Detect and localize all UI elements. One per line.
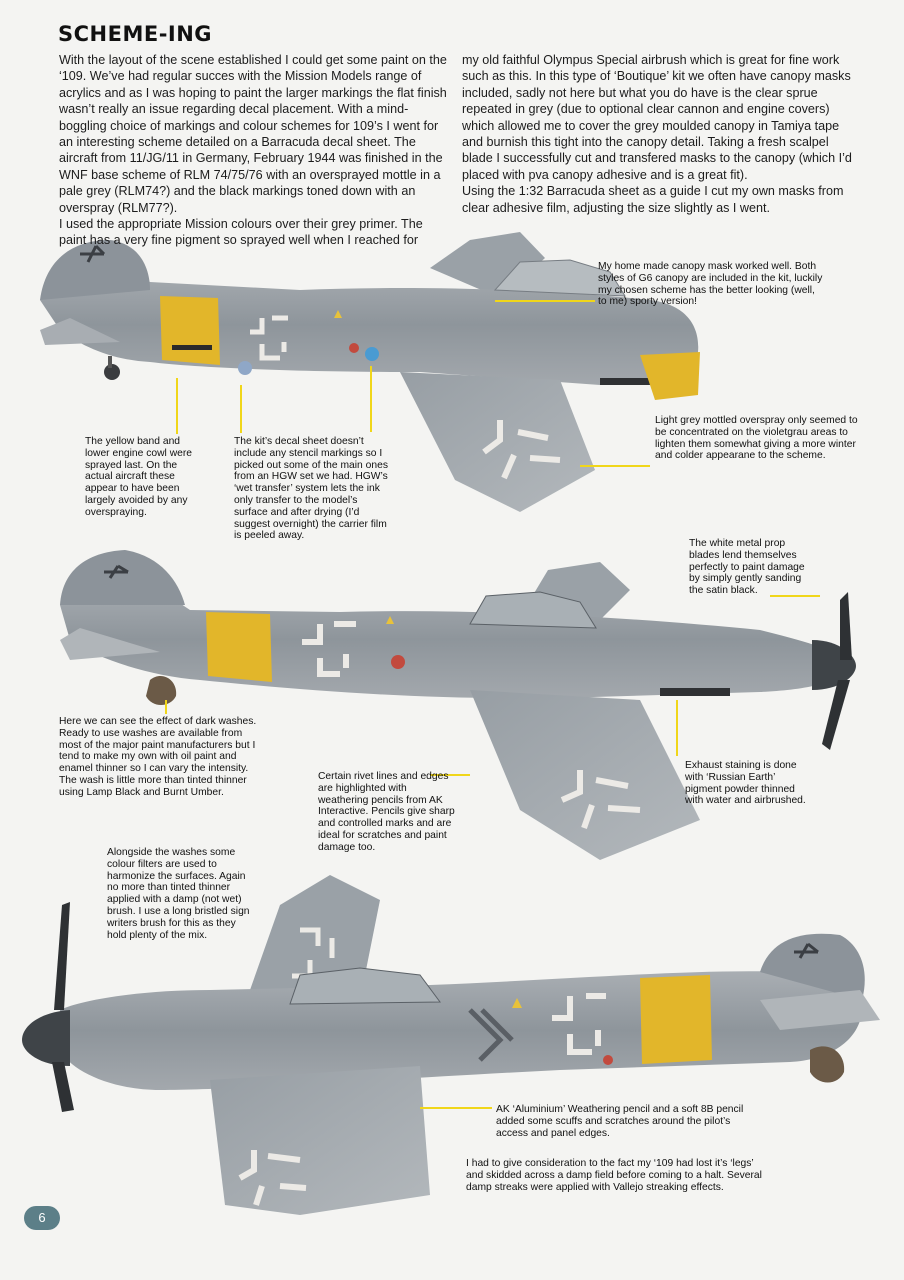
body-column-2 — [462, 52, 852, 216]
paragraph: Using the 1:32 Barracuda sheet as a guide I cut my own masks from clear adhesive film, adjusting the size slightly as I went. — [462, 184, 844, 215]
caption-aluminium: AK ‘Aluminium’ Weathering pencil and a soft 8B pencil added some scuffs and scratches around the pilot’s access and panel edges. — [496, 1104, 744, 1139]
leader-line-aluminium — [420, 1107, 492, 1109]
leader-line-decals-1 — [240, 385, 242, 433]
page-number: 6 — [24, 1206, 60, 1230]
leader-line-canopy — [495, 300, 595, 302]
caption-rivets: Certain rivet lines and edges are highlighted with weathering pencils from AK Interactive. Pencils give sharp and controlled marks and are ideal for scratches and paint damage too. — [318, 771, 455, 853]
paragraph: With the layout of the scene established I could get some paint on the ‘109. We’ve had regular succes with the Mission Models range of acrylics and as I was hoping to paint the larger markings the flat finish wasn’t really an issue regarding decal placement. With a mind-boggling choice of markings and colour schemes for 109’s I went for an interesting scheme detailed on a Barracuda decal sheet. The aircraft from 11/JG/11 in Germany, February 1944 was finished in the WNF base scheme of RLM 74/75/76 with an oversprayed mottle in a pale grey (RLM74?) and the black markings toned down with an overspray (RLM77?). — [59, 53, 447, 215]
leader-line-washes — [165, 700, 167, 714]
leader-line-exhaust — [676, 700, 678, 756]
caption-streaks: I had to give consideration to the fact my ‘109 had lost it’s ‘legs’ and skidded across a damp field before coming to a halt. Several damp streaks were applied with Vallejo streaking effects. — [466, 1158, 762, 1193]
leader-line-decals-2 — [370, 366, 372, 432]
paragraph: I used the appropriate Mission colours over their grey primer. The paint has a very fine pigment so sprayed well when I reached for — [59, 217, 423, 248]
paragraph: my old faithful Olympus Special airbrush which is great for fine work such as this. In this type of ‘Boutique’ kit we often have canopy masks included, sadly not here but what you do have is the clear sprue repeated in grey (due to optional clear cannon and engine covers) which allowed me to cover the grey moulded canopy in Tamiya tape and burnish this tight into the canopy detail. Taking a fresh scalpel blade I successfully cut and transfered masks to the canopy (which I’d placed with pva canopy adhesive and is a great fit). — [462, 53, 852, 182]
caption-washes: Here we can see the effect of dark washes. Ready to use washes are available from most of the major paint manufacturers but I tend to make my own with oil paint and enamel thinner so I can vary the intensity. The wash is little more than tinted thinner using Lamp Black and Burnt Umber. — [59, 716, 257, 798]
caption-filters: Alongside the washes some colour filters are used to harmonize the surfaces. Again no more than tinted thinner applied with a damp (not wet) brush. I use a long bristled sign writers brush for this as they hold plenty of the mix. — [107, 847, 250, 941]
caption-exhaust: Exhaust staining is done with ‘Russian Earth’ pigment powder thinned with water and airbrushed. — [685, 760, 806, 807]
caption-canopy: My home made canopy mask worked well. Both styles of G6 canopy are included in the kit, luckily my chosen scheme has the better looking (well, to me) sporty version! — [598, 261, 823, 308]
caption-mottle: Light grey mottled overspray only seemed to be concentrated on the violetgrau areas to lighten them somewhat giving a more winter and colder appearane to the scheme. — [655, 415, 858, 462]
section-heading: SCHEME-ING — [58, 22, 213, 46]
leader-line-mottle — [580, 465, 650, 467]
caption-decals: The kit’s decal sheet doesn’t include any stencil markings so I picked out some of the main ones from an HGW set we had. HGW’s ‘wet transfer’ system lets the ink only transfer to the model’s surface and after drying (I’d suggest overnight) the carrier film is peeled away. — [234, 436, 388, 542]
leader-line-yellow-band — [176, 378, 178, 434]
caption-prop: The white metal prop blades lend themselves perfectly to paint damage by simply gently sanding the satin black. — [689, 538, 805, 597]
caption-yellow-band: The yellow band and lower engine cowl were sprayed last. On the actual aircraft these appear to have been largely avoided by any overspraying. — [85, 436, 193, 518]
body-column-1 — [59, 52, 447, 249]
